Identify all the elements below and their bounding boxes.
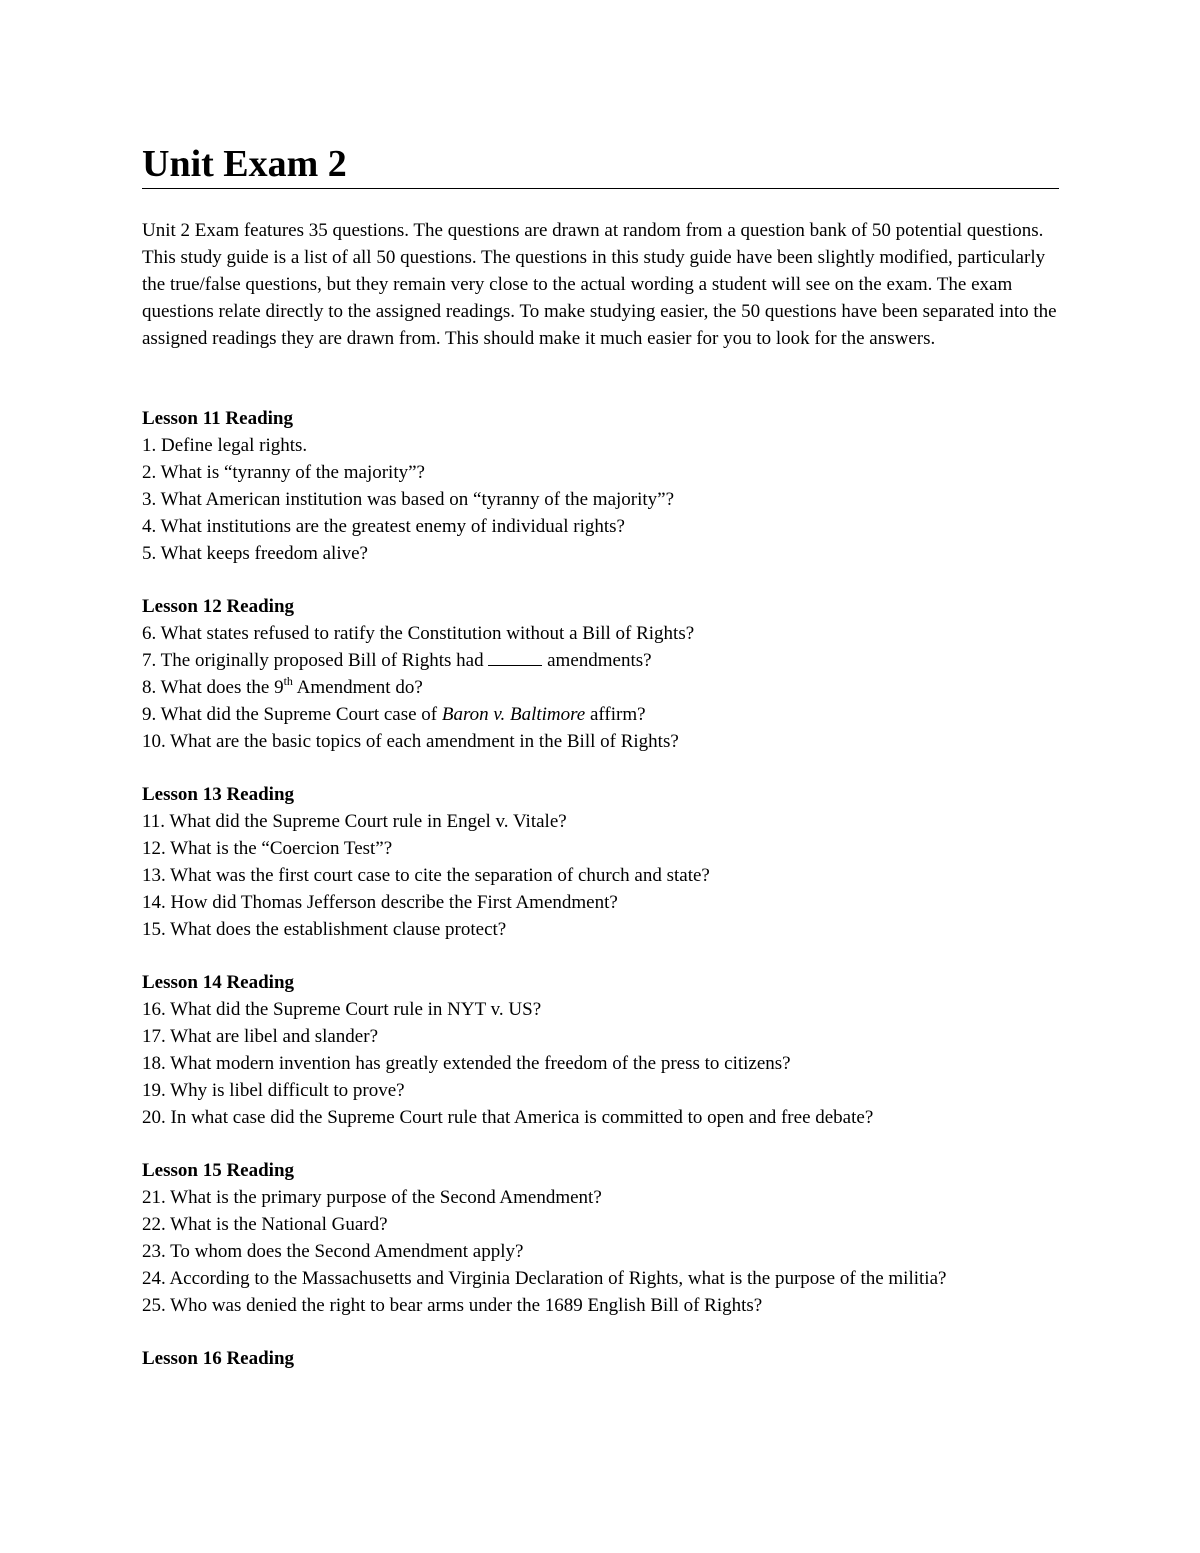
question-item: 15. What does the establishment clause protect?: [142, 919, 507, 940]
section-heading: Lesson 13 Reading: [142, 784, 295, 805]
section-heading: Lesson 16 Reading: [142, 1348, 295, 1369]
question-item: 24. According to the Massachusetts and Virginia Declaration of Rights, what is the purpose of the militia?: [142, 1268, 947, 1289]
question-item: 5. What keeps freedom alive?: [142, 543, 368, 564]
question-item: 25. Who was denied the right to bear arms under the 1689 English Bill of Rights?: [142, 1295, 763, 1316]
question-item: 10. What are the basic topics of each amendment in the Bill of Rights?: [142, 731, 679, 752]
question-item: 12. What is the “Coercion Test”?: [142, 838, 393, 859]
question-item: 2. What is “tyranny of the majority”?: [142, 462, 425, 483]
question-item: 3. What American institution was based on “tyranny of the majority”?: [142, 489, 675, 510]
lesson-section: [142, 593, 1059, 755]
lesson-section: [142, 1157, 1059, 1319]
question-item: 19. Why is libel difficult to prove?: [142, 1080, 405, 1101]
section-heading: Lesson 11 Reading: [142, 408, 293, 429]
question-text: amendments?: [542, 650, 652, 671]
question-text: 7. The originally proposed Bill of Rights had: [142, 650, 489, 671]
question-item: 17. What are libel and slander?: [142, 1026, 378, 1047]
question-item: 1. Define legal rights.: [142, 435, 308, 456]
question-item: 14. How did Thomas Jefferson describe the First Amendment?: [142, 892, 618, 913]
question-item: 22. What is the National Guard?: [142, 1214, 388, 1235]
section-heading: Lesson 12 Reading: [142, 596, 295, 617]
question-item: 16. What did the Supreme Court rule in NYT v. US?: [142, 999, 542, 1020]
question-item: 11. What did the Supreme Court rule in Engel v. Vitale?: [142, 811, 567, 832]
question-item: [142, 701, 1059, 728]
document-page: [142, 142, 1059, 1372]
lesson-section: [142, 1345, 1059, 1372]
question-item: [142, 674, 1059, 701]
document-title: Unit Exam 2: [142, 142, 1059, 189]
lesson-section: [142, 969, 1059, 1131]
question-item: 18. What modern invention has greatly extended the freedom of the press to citizens?: [142, 1053, 791, 1074]
superscript-text: th: [283, 673, 293, 688]
question-text: 9. What did the Supreme Court case of: [142, 704, 442, 725]
question-item: [142, 647, 1059, 674]
question-item: 4. What institutions are the greatest enemy of individual rights?: [142, 516, 625, 537]
question-text: Amendment do?: [292, 677, 423, 698]
section-heading: Lesson 15 Reading: [142, 1160, 295, 1181]
lesson-section: [142, 405, 1059, 567]
question-item: 23. To whom does the Second Amendment apply?: [142, 1241, 524, 1262]
question-item: 6. What states refused to ratify the Constitution without a Bill of Rights?: [142, 623, 695, 644]
question-item: 20. In what case did the Supreme Court rule that America is committed to open and free debate?: [142, 1107, 874, 1128]
sections-container: [142, 405, 1059, 1372]
question-item: 13. What was the first court case to cite the separation of church and state?: [142, 865, 710, 886]
lesson-section: [142, 781, 1059, 943]
question-item: 21. What is the primary purpose of the Second Amendment?: [142, 1187, 602, 1208]
section-heading: Lesson 14 Reading: [142, 972, 295, 993]
fill-in-blank: [488, 647, 542, 666]
case-name: Baron v. Baltimore: [441, 704, 586, 725]
question-text: 8. What does the 9: [142, 677, 284, 698]
intro-paragraph: Unit 2 Exam features 35 questions. The questions are drawn at random from a question bank of 50 potential questions. This study guide is a list of all 50 questions. The questions in this study guide have been slightly modified, particularly the true/false questions, but they remain very close to the actual wording a student will see on the exam. The exam questions relate directly to the assigned readings. To make studying easier, the 50 questions have been separated into the assigned readings they are drawn from. This should make it much easier for you to look for the answers.: [142, 220, 1057, 349]
question-text: affirm?: [585, 704, 646, 725]
